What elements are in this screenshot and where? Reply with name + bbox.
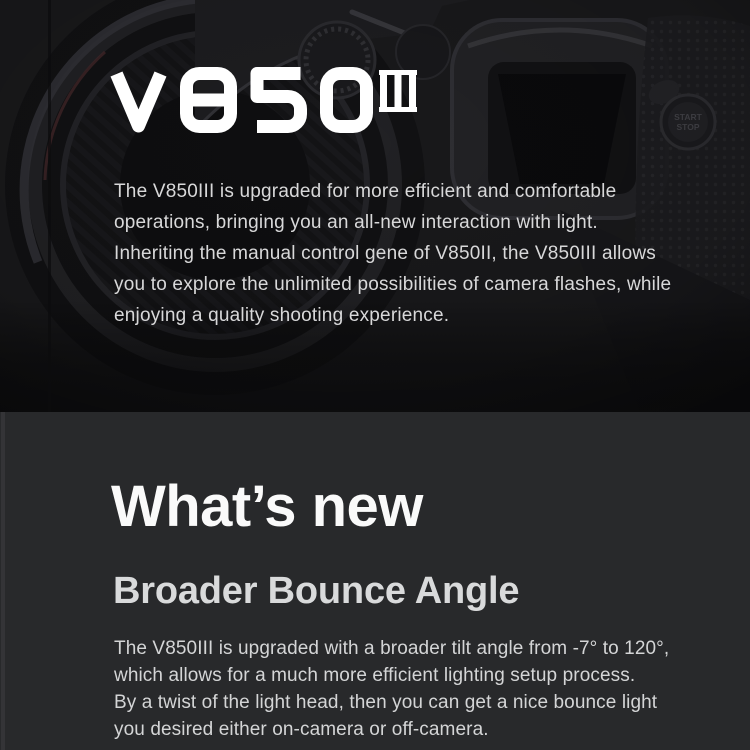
section-title: What’s new	[111, 474, 423, 539]
hero-description-line: Inheriting the manual control gene of V850II, the V850III allows	[114, 243, 656, 264]
feature-description-line: The V850III is upgraded with a broader tilt angle from -7° to 120°,	[114, 638, 670, 659]
logo-iii-numeral	[379, 70, 417, 112]
feature-title: Broader Bounce Angle	[113, 570, 520, 612]
product-logo	[110, 67, 430, 137]
hero-description	[114, 176, 671, 331]
feature-description	[114, 635, 669, 743]
feature-description-line: you desired either on-camera or off-camera.	[114, 719, 489, 740]
feature-description-line: By a twist of the light head, then you can get a nice bounce light	[114, 692, 658, 713]
left-edge-strip	[1, 412, 5, 750]
hero-left-seam	[48, 0, 51, 412]
hero-description-line: operations, bringing you an all-new interaction with light.	[114, 212, 598, 233]
logo-v850-lettering	[110, 67, 373, 133]
hero-description-line: The V850III is upgraded for more efficient and comfortable	[114, 181, 617, 202]
hero-description-line: you to explore the unlimited possibilities of camera flashes, while	[114, 274, 672, 295]
whats-new-section	[0, 412, 750, 750]
feature-description-line: which allows for a much more efficient lighting setup process.	[114, 665, 636, 686]
hero-description-line: enjoying a quality shooting experience.	[114, 305, 450, 326]
